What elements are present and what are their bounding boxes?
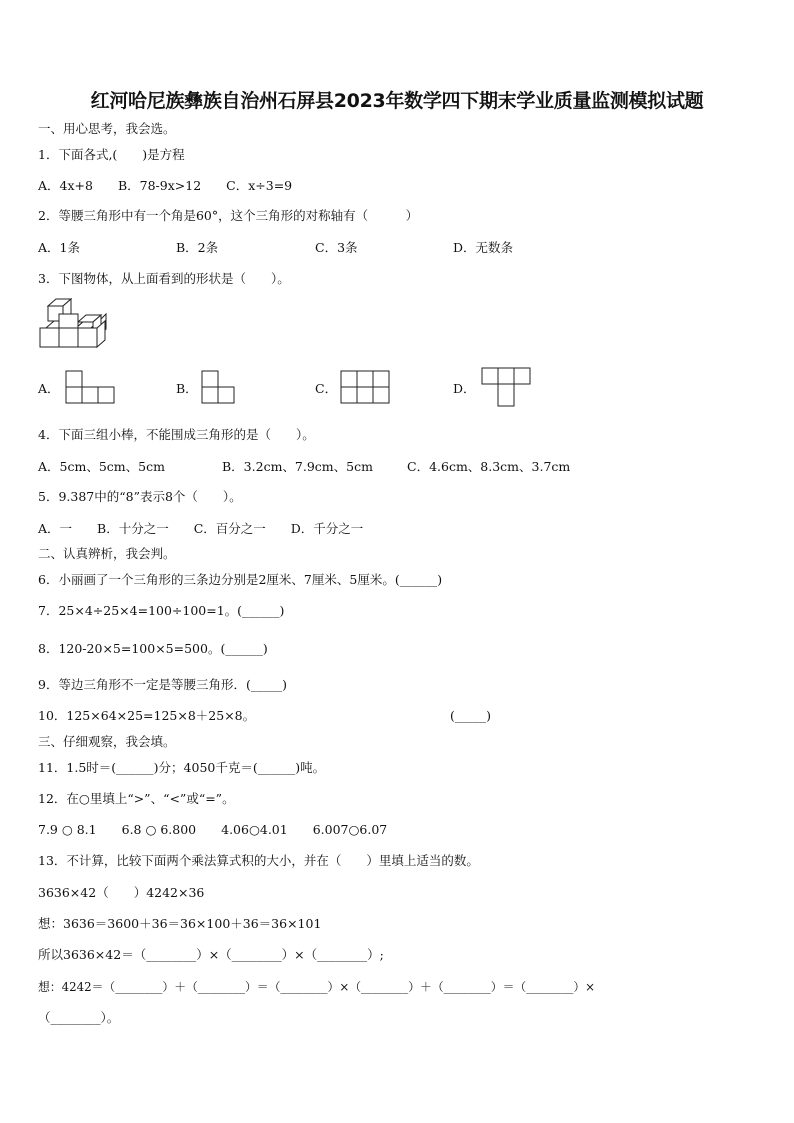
section-2-heading: 二、认真辨析，我会判。 bbox=[38, 546, 176, 561]
section-3-heading: 三、仔细观察，我会填。 bbox=[38, 734, 176, 749]
question-3: 3．下图物体，从上面看到的形状是（ ）。 bbox=[38, 271, 290, 286]
question-13-line-3: 所以3636×42＝（________）×（________）×（________）; bbox=[38, 947, 384, 962]
q3-option-b: B． bbox=[176, 381, 198, 396]
cube-stack-figure bbox=[38, 298, 110, 352]
question-4: 4．下面三组小棒，不能围成三角形的是（ ）。 bbox=[38, 427, 315, 442]
question-13-line-4: 想：4242＝（________）＋（________）＝（________）×（________）＋（________）＝（________）× bbox=[38, 980, 596, 994]
question-2: 2．等腰三角形中有一个角是60°，这个三角形的对称轴有（ ） bbox=[38, 208, 419, 223]
q3-option-a-figure bbox=[65, 370, 115, 404]
question-13-line-5: （________）。 bbox=[38, 1010, 120, 1025]
q3-option-c: C． bbox=[315, 381, 338, 396]
question-12-items: 7.9 ○ 8.1 6.8 ○ 6.800 4.06○4.01 6.007○6.07 bbox=[38, 822, 388, 837]
question-6: 6．小丽画了一个三角形的三条边分别是2厘米、7厘米、5厘米。(______) bbox=[38, 572, 443, 587]
q2-option-a: A．1条 bbox=[38, 240, 80, 255]
question-12: 12．在○里填上“>”、“<”或“=”。 bbox=[38, 791, 235, 806]
question-1: 1．下面各式,( )是方程 bbox=[38, 147, 185, 162]
q3-option-d-figure bbox=[481, 367, 531, 407]
question-7: 7．25×4÷25×4=100÷100=1。(______) bbox=[38, 603, 285, 618]
q2-option-c: C．3条 bbox=[315, 240, 358, 255]
question-5: 5．9.387中的“8”表示8个（ ）。 bbox=[38, 489, 242, 504]
q2-option-d: D．无数条 bbox=[453, 240, 514, 255]
q3-option-b-figure bbox=[201, 370, 235, 404]
q4-option-b: B．3.2cm、7.9cm、5cm bbox=[222, 459, 373, 474]
page-title: 红河哈尼族彝族自治州石屏县2023年数学四下期末学业质量监测模拟试题 bbox=[90, 90, 704, 112]
question-13-line-1: 3636×42（ ）4242×36 bbox=[38, 885, 205, 900]
question-13-line-2: 想：3636＝3600＋36＝36×100＋36＝36×101 bbox=[38, 916, 322, 931]
section-1-heading: 一、用心思考，我会选。 bbox=[38, 121, 176, 136]
question-8: 8．120-20×5=100×5=500。(______) bbox=[38, 641, 268, 656]
q3-option-a: A． bbox=[38, 381, 60, 396]
question-10-answer-blank: (_____) bbox=[450, 708, 492, 723]
q3-option-c-figure bbox=[340, 370, 390, 404]
q2-option-b: B．2条 bbox=[176, 240, 219, 255]
q3-option-d: D． bbox=[453, 381, 476, 396]
question-11: 11．1.5时＝(______)分；4050千克＝(______)吨。 bbox=[38, 760, 326, 775]
question-5-options: A．一 B．十分之一 C．百分之一 D．千分之一 bbox=[38, 521, 364, 536]
q4-option-a: A．5cm、5cm、5cm bbox=[38, 459, 165, 474]
question-10: 10．125×64×25=125×8＋25×8。 bbox=[38, 708, 256, 723]
q4-option-c: C．4.6cm、8.3cm、3.7cm bbox=[407, 459, 571, 474]
question-1-options: A．4x+8 B．78-9x>12 C．x÷3=9 bbox=[38, 178, 293, 193]
question-9: 9．等边三角形不一定是等腰三角形．(_____) bbox=[38, 677, 287, 692]
question-13: 13．不计算，比较下面两个乘法算式积的大小，并在（ ）里填上适当的数。 bbox=[38, 853, 479, 868]
